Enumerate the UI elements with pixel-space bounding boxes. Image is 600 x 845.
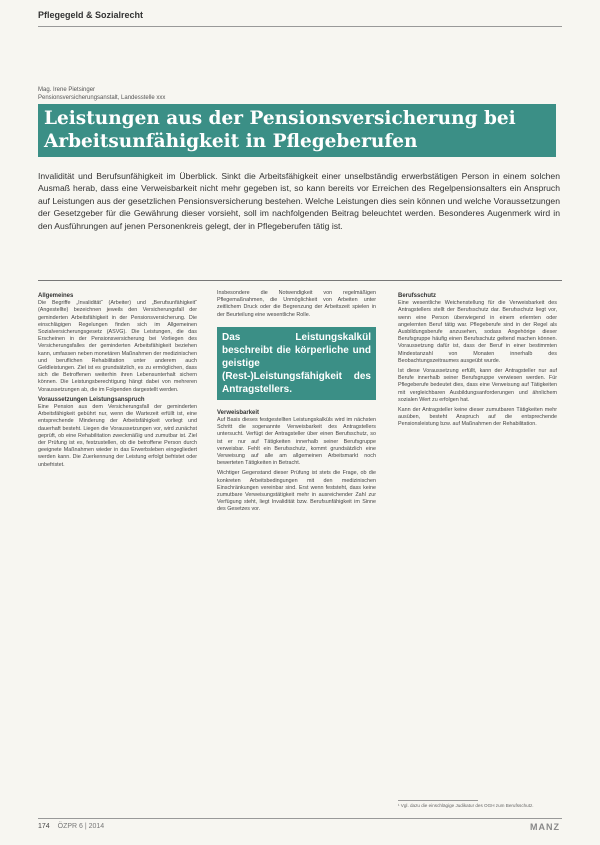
footnote-divider bbox=[398, 800, 478, 801]
paragraph: Eine Pension aus dem Versicherungsfall der geminderten Arbeitsfähigkeit gebührt nur, wenn die Wartezeit erfüllt ist, eine entsprechende Minderung der Arbeitsfähigkeit vorliegt und dauerhaft besteht. Liegen die Voraussetzungen vor, wird zunächst geprüft, ob eine Rehabilitation zweckmäßig und zumutbar ist. Ziel der Prüfung ist es, festzustellen, ob die betroffene Person durch geeignete Maßnahmen wieder in das Erwerbsleben eingegliedert werden kann. Die Zuerkennung der Leistung erfolgt befristet oder unbefristet. bbox=[38, 404, 197, 468]
paragraph: Auf Basis dieses festgestellten Leistungskalküls wird im nächsten Schritt die sogenannte Verweisbarkeit des Antragstellers untersucht. Verfügt der Antragsteller über einen Berufsschutz, so ist er nur auf Tätigkeiten innerhalb seiner Berufsgruppe verweisbar. Fehlt ein Berufsschutz, kommt grundsätzlich eine Verweisung auf alle am allgemeinen Arbeitsmarkt noch bewerteten Tätigkeiten in Betracht. bbox=[217, 417, 376, 467]
heading-verweisbarkeit: Verweisbarkeit bbox=[217, 409, 260, 416]
paragraph: Die Begriffe „Invalidität“ (Arbeiter) und „Berufsunfähigkeit“ (Angestellte) bezeichnen jeweils den Versicherungsfall der geminderten Arbeitsfähigkeit in der Pensionsversicherung. Die einschlägigen Regelungen finden sich im Allgemeinen Sozialversicherungsgesetz (ASVG). Die Leistungen, die das Erscheinen in der Pensionsversicherung bei Vorliegen des Versicherungsfalles der geminderten Arbeitsfähigkeit beziehen kann, umfassen neben monetären Maßnahmen der medizinischen und beruflichen Rehabilitation unter anderem auch Geldleistungen. Ziel ist es grundsätzlich, es zu ermöglichen, dass sich die Betroffenen weiterhin ihren Lebensunterhalt sichern können. Die Leistungsberechtigung hängt dabei von mehreren Voraussetzungen ab, die im Folgenden dargestellt werden. bbox=[38, 300, 197, 393]
article-lead: Invalidität und Berufsunfähigkeit im Überblick. Sinkt die Arbeitsfähigkeit einer unselbständig erwerbstätigen Person in einem solchen Ausmaß herab, dass eine Verweisbarkeit nicht mehr gegeben ist, so kann bereits vor Erreichen des Regelpensionsalters ein Anspruch auf Leistungen aus der gesetzlichen Pensionsversicherung bestehen. Welche Leistungen dies sein können und welche Voraussetzungen der Gesetzgeber für die Gewährung dieser vorsieht, soll im nachfolgenden Beitrag beleuchtet werden. Besonderes Augenmerk wird in den Ausführungen auf jenen Personenkreis gelegt, der in Pflegeberufen tätig ist. bbox=[38, 171, 560, 231]
author-name: Mag. Irene Pietsinger bbox=[38, 87, 96, 93]
paragraph: Wichtiger Gegenstand dieser Prüfung ist stets die Frage, ob die konkreten Arbeitsbedingungen mit den medizinischen Einschränkungen vereinbar sind. Erst wenn feststeht, dass keine zumutbare Verweisungstätigkeit mehr in ausreichender Zahl zur Verfügung steht, liegt Invalidität bzw. Berufsunfähigkeit im Sinne des Gesetzes vor. bbox=[217, 470, 376, 513]
lead-divider bbox=[38, 280, 562, 281]
heading-berufsschutz: Berufsschutz bbox=[398, 293, 437, 299]
paragraph: Eine wesentliche Weichenstellung für die Verweisbarkeit des Antragstellers stellt der Berufsschutz dar. Berufsschutz liegt vor, wenn eine Person überwiegend in einem erlernten oder angelernten Beruf tätig war. Pflegeberufe sind in der Regel als Ausbildungsberufe anzusehen, sodass Angehörige dieser Berufsgruppe häufig einen Berufsschutz geltend machen können. Voraussetzung dafür ist, dass der Beruf in einer bestimmten Mindestanzahl von Monaten innerhalb des Beobachtungszeitraumes ausgeübt wurde. bbox=[398, 300, 557, 364]
page-number: 174 bbox=[38, 823, 50, 830]
header-divider bbox=[38, 26, 562, 27]
publisher-logo: MANZ bbox=[530, 822, 560, 832]
issue-label: ÖZPR 6 | 2014 bbox=[57, 823, 105, 830]
paragraph: Kann der Antragsteller keine dieser zumutbaren Tätigkeiten mehr ausüben, besteht Anspruch auf die entsprechende Pensionsleistung bzw. auf Maßnahmen der Rehabilitation. bbox=[398, 407, 557, 428]
column-3 bbox=[398, 290, 557, 796]
article-title: Leistungen aus der Pensionsversicherung bei Arbeitsunfähigkeit in Pflegeberufen bbox=[38, 104, 556, 157]
heading-allgemeines: Allgemeines bbox=[38, 293, 74, 299]
column-1 bbox=[38, 290, 197, 814]
author-block bbox=[38, 86, 165, 102]
paragraph: Ist diese Voraussetzung erfüllt, kann der Antragsteller nur auf Berufe innerhalb seiner Berufsgruppe verwiesen werden. Für Pflegeberufe bedeutet dies, dass eine Verweisung auf Tätigkeiten mit vergleichbaren Ausbildungsanforderungen und ähnlichem sozialen Wert zu erfolgen hat. bbox=[398, 368, 557, 403]
pull-quote: Das Leistungskalkül beschreibt die körperliche und geistige (Rest-)Leistungsfähigkeit des Antragstellers. bbox=[217, 327, 376, 400]
heading-voraussetzungen: Voraussetzungen Leistungsanspruch bbox=[38, 396, 145, 403]
column-2 bbox=[217, 290, 376, 814]
author-affiliation: Pensionsversicherungsanstalt, Landesstelle xxx bbox=[38, 95, 166, 101]
footnote: ¹ Vgl. dazu die einschlägige Judikatur des OGH zum Berufsschutz. bbox=[398, 803, 534, 808]
section-label: Pflegegeld & Sozialrecht bbox=[38, 10, 144, 20]
page-footer bbox=[38, 823, 104, 830]
footer-divider bbox=[38, 818, 562, 819]
paragraph: Insbesondere die Notwendigkeit von regelmäßigen Pflegemaßnahmen, die Unmöglichkeit von Arbeiten unter zeitlichem Druck oder die Begrenzung der Arbeitszeit spielen in der Beurteilung eine wesentliche Rolle. bbox=[217, 290, 376, 318]
